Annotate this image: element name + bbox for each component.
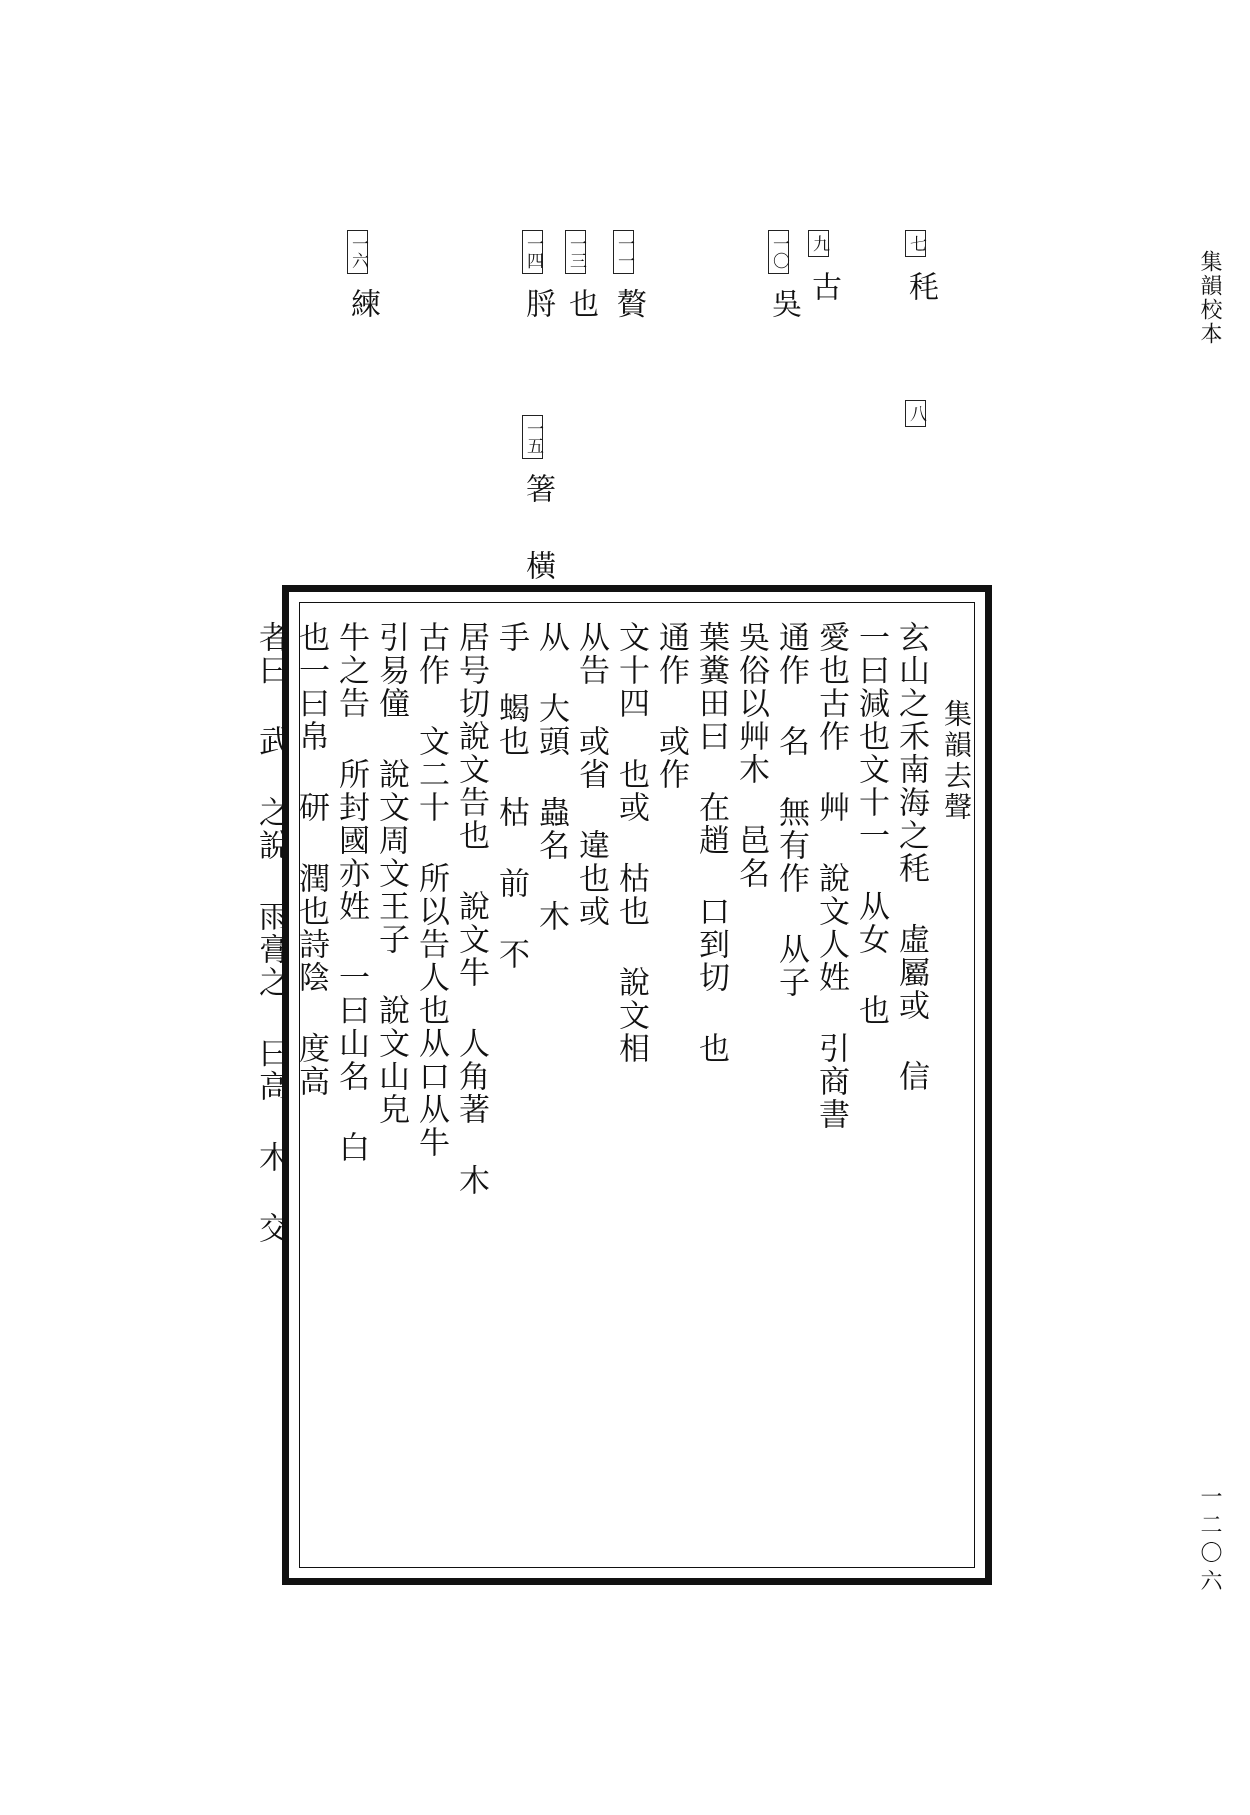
text-column: 通作 或作 bbox=[653, 621, 689, 791]
note-number: 一三 bbox=[565, 230, 586, 274]
text-column: 愛也古作 艸 說文人姓 引商書 bbox=[813, 621, 849, 1131]
collation-note bbox=[520, 415, 555, 594]
collation-note bbox=[905, 400, 926, 441]
note-number: 八 bbox=[905, 400, 926, 427]
note-text: 吳 bbox=[766, 288, 801, 324]
collation-note bbox=[903, 230, 938, 315]
collation-note bbox=[345, 230, 380, 332]
text-column: 者曰 武 之說 雨膏之 曰高 木 交 bbox=[253, 621, 289, 1245]
note-number: 一四 bbox=[522, 230, 543, 274]
text-column: 从 大頭 蟲名 木 bbox=[533, 621, 569, 933]
collation-note bbox=[806, 230, 841, 315]
collation-note bbox=[766, 230, 801, 332]
note-text: 箸 橫 bbox=[520, 473, 555, 586]
note-number: 一六 bbox=[347, 230, 368, 274]
note-text: 也 bbox=[563, 288, 598, 324]
text-column: 牛之告 所封國亦姓 一曰山名 白 bbox=[333, 621, 369, 1164]
text-column: 居号切說文告也 說文牛 人角著 木 bbox=[453, 621, 489, 1197]
note-text: 古 bbox=[806, 271, 841, 307]
text-column: 玄山之禾南海之秏 虛屬或 信 bbox=[893, 621, 929, 1093]
text-column: 通作 名 無有作 从子 bbox=[773, 621, 809, 999]
note-text: 贅 bbox=[611, 288, 646, 324]
note-number: 一五 bbox=[522, 415, 543, 459]
note-text: 練 bbox=[345, 288, 380, 324]
text-column: 文十四 也或 枯也 說文相 bbox=[613, 621, 649, 1065]
text-column: 从告 或省 違也或 bbox=[573, 621, 609, 928]
note-number: 一〇 bbox=[768, 230, 789, 274]
note-text: 秏 bbox=[903, 271, 938, 307]
note-text: 脟 bbox=[520, 288, 555, 324]
text-column: 手 蝎也 枯 前 不 bbox=[493, 621, 529, 971]
text-column: 也一曰帛 研 潤也詩陰 度高 bbox=[293, 621, 329, 1098]
text-column: 一曰減也文十一 从女 也 bbox=[853, 621, 889, 1027]
collation-note bbox=[520, 230, 555, 332]
page-number: 一二〇六 bbox=[1197, 1485, 1222, 1597]
book-title: 集韻校本 bbox=[1197, 250, 1222, 346]
text-column: 引易僮 說文周文王子 說文山皃 bbox=[373, 621, 409, 1126]
note-number: 一一 bbox=[613, 230, 634, 274]
note-number: 九 bbox=[808, 230, 829, 257]
text-columns bbox=[253, 602, 975, 1568]
collation-note bbox=[611, 230, 646, 332]
margin-annotation: 集韻去聲 bbox=[940, 699, 973, 823]
note-number: 七 bbox=[905, 230, 926, 257]
collation-note bbox=[563, 230, 598, 332]
text-column: 古作 文二十 所以告人也从口从牛 bbox=[413, 621, 449, 1159]
text-column: 吳俗以艸木 邑名 bbox=[733, 621, 769, 890]
main-text-frame bbox=[253, 585, 992, 1585]
text-column: 葉糞田曰 在趙 口到切 也 bbox=[693, 621, 729, 1065]
